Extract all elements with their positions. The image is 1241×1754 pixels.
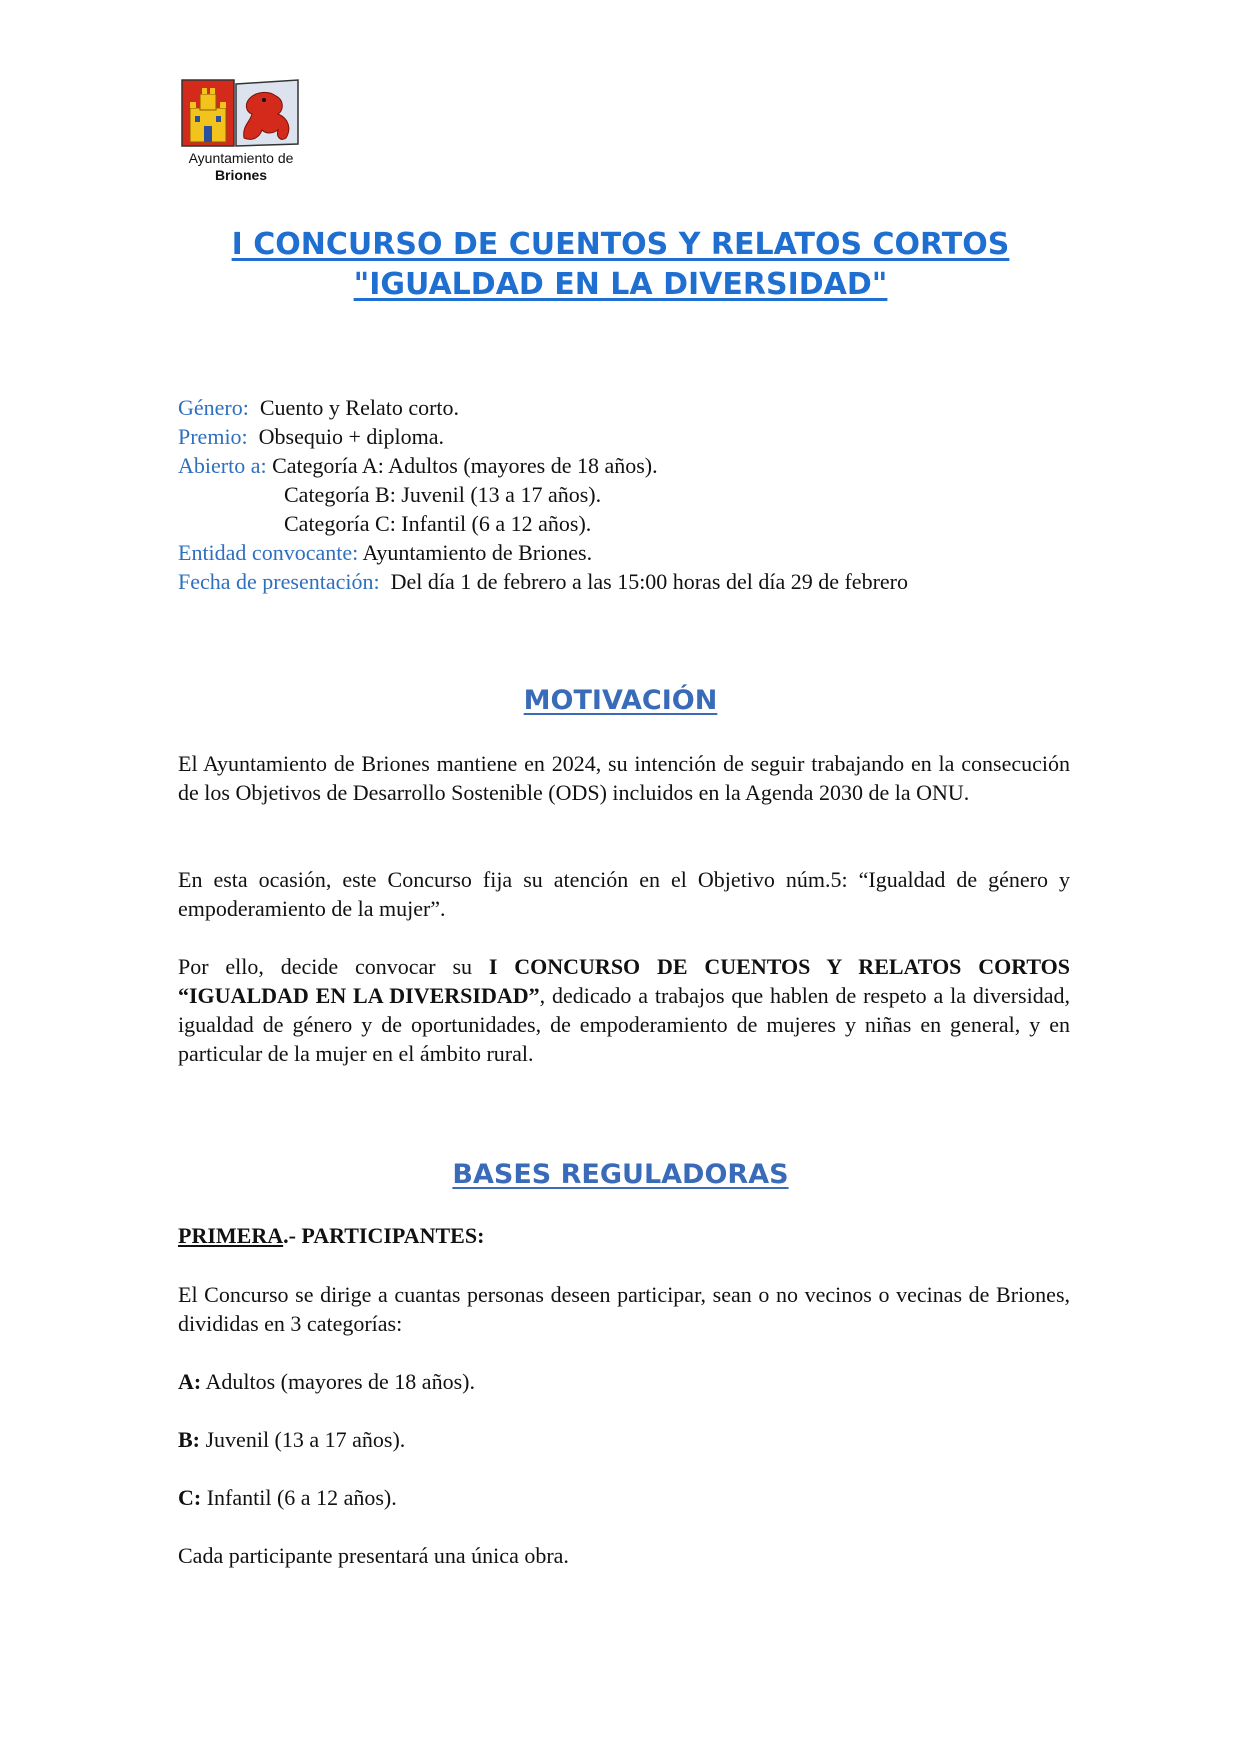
category-c-text: Infantil (6 a 12 años). (201, 1485, 397, 1510)
subheading-primera-rest: .- PARTICIPANTES: (283, 1223, 485, 1248)
field-premio (178, 422, 1078, 451)
field-fecha-label: Fecha de presentación: (178, 569, 380, 594)
category-a (178, 1367, 1070, 1396)
field-genero-label: Género: (178, 395, 249, 420)
p3-start: Por ello, decide convocar su (178, 954, 489, 979)
contest-details (178, 393, 1078, 596)
field-abierto-label: Abierto a: (178, 453, 267, 478)
logo-line-2: Briones (214, 167, 268, 183)
p3-contest-name: I CONCURSO DE CUENTOS Y RELATOS CORTOS “IGUALDAD EN LA DIVERSIDAD” (178, 954, 1071, 1008)
field-premio-label: Premio: (178, 424, 248, 449)
field-abierto (178, 451, 1078, 480)
category-c-label: C: (178, 1485, 202, 1510)
field-genero-value: Cuento y Relato corto. (259, 395, 460, 420)
bases-paragraph-1: El Concurso se dirige a cuantas personas deseen participar, sean o no vecinos o vecinas de Briones, divididas en 3 categorías: (178, 1282, 1070, 1336)
field-genero (178, 393, 1078, 422)
category-a-label: A: (178, 1369, 202, 1394)
field-fecha (178, 567, 1078, 596)
field-cat-b: Categoría B: Juvenil (13 a 17 años). (284, 482, 602, 507)
category-a-text: Adultos (mayores de 18 años). (201, 1369, 475, 1394)
heading-motivacion: MOTIVACIÓN (523, 685, 718, 716)
bases-paragraph-2: Cada participante presentará una única obra. (178, 1543, 569, 1568)
motivacion-paragraph-2: En esta ocasión, este Concurso fija su atención en el Objetivo núm.5: “Igualdad de género y empoderamiento de la mujer”. (178, 867, 1070, 921)
p3-end: , dedicado a trabajos que hablen de respeto a la diversidad, igualdad de género y de oportunidades, de empoderamiento de mujeres y niñas en general, y en particular de la mujer en el ámbito rural. (178, 983, 1070, 1066)
coat-of-arms-icon (180, 78, 300, 148)
title-line-1: I CONCURSO DE CUENTOS Y RELATOS CORTOS (231, 227, 1010, 262)
field-premio-value: Obsequio + diploma. (258, 424, 445, 449)
subheading-primera (178, 1221, 1070, 1250)
field-entidad (178, 538, 1078, 567)
logo-caption (176, 150, 306, 184)
field-cat-a: Categoría A: Adultos (mayores de 18 años). (272, 453, 658, 478)
document-title (150, 225, 1091, 305)
category-c (178, 1483, 1070, 1512)
motivacion-paragraph-3 (178, 952, 1070, 1068)
subheading-primera-underlined: PRIMERA (178, 1223, 284, 1248)
field-entidad-value: Ayuntamiento de Briones. (362, 540, 593, 565)
coat-of-arms-logo (180, 78, 310, 184)
heading-bases-reguladoras: BASES REGULADORAS (452, 1159, 789, 1190)
category-b (178, 1425, 1070, 1454)
title-line-2: "IGUALDAD EN LA DIVERSIDAD" (353, 267, 888, 302)
field-fecha-value: Del día 1 de febrero a las 15:00 horas del día 29 de febrero (390, 569, 908, 594)
field-cat-c: Categoría C: Infantil (6 a 12 años). (284, 511, 592, 536)
field-entidad-label: Entidad convocante: (178, 540, 359, 565)
category-b-label: B: (178, 1427, 200, 1452)
motivacion-paragraph-1: El Ayuntamiento de Briones mantiene en 2024, su intención de seguir trabajando en la consecución de los Objetivos de Desarrollo Sostenible (ODS) incluidos en la Agenda 2030 de la ONU. (178, 751, 1070, 805)
logo-line-1: Ayuntamiento de (188, 150, 294, 166)
category-b-text: Juvenil (13 a 17 años). (200, 1427, 406, 1452)
